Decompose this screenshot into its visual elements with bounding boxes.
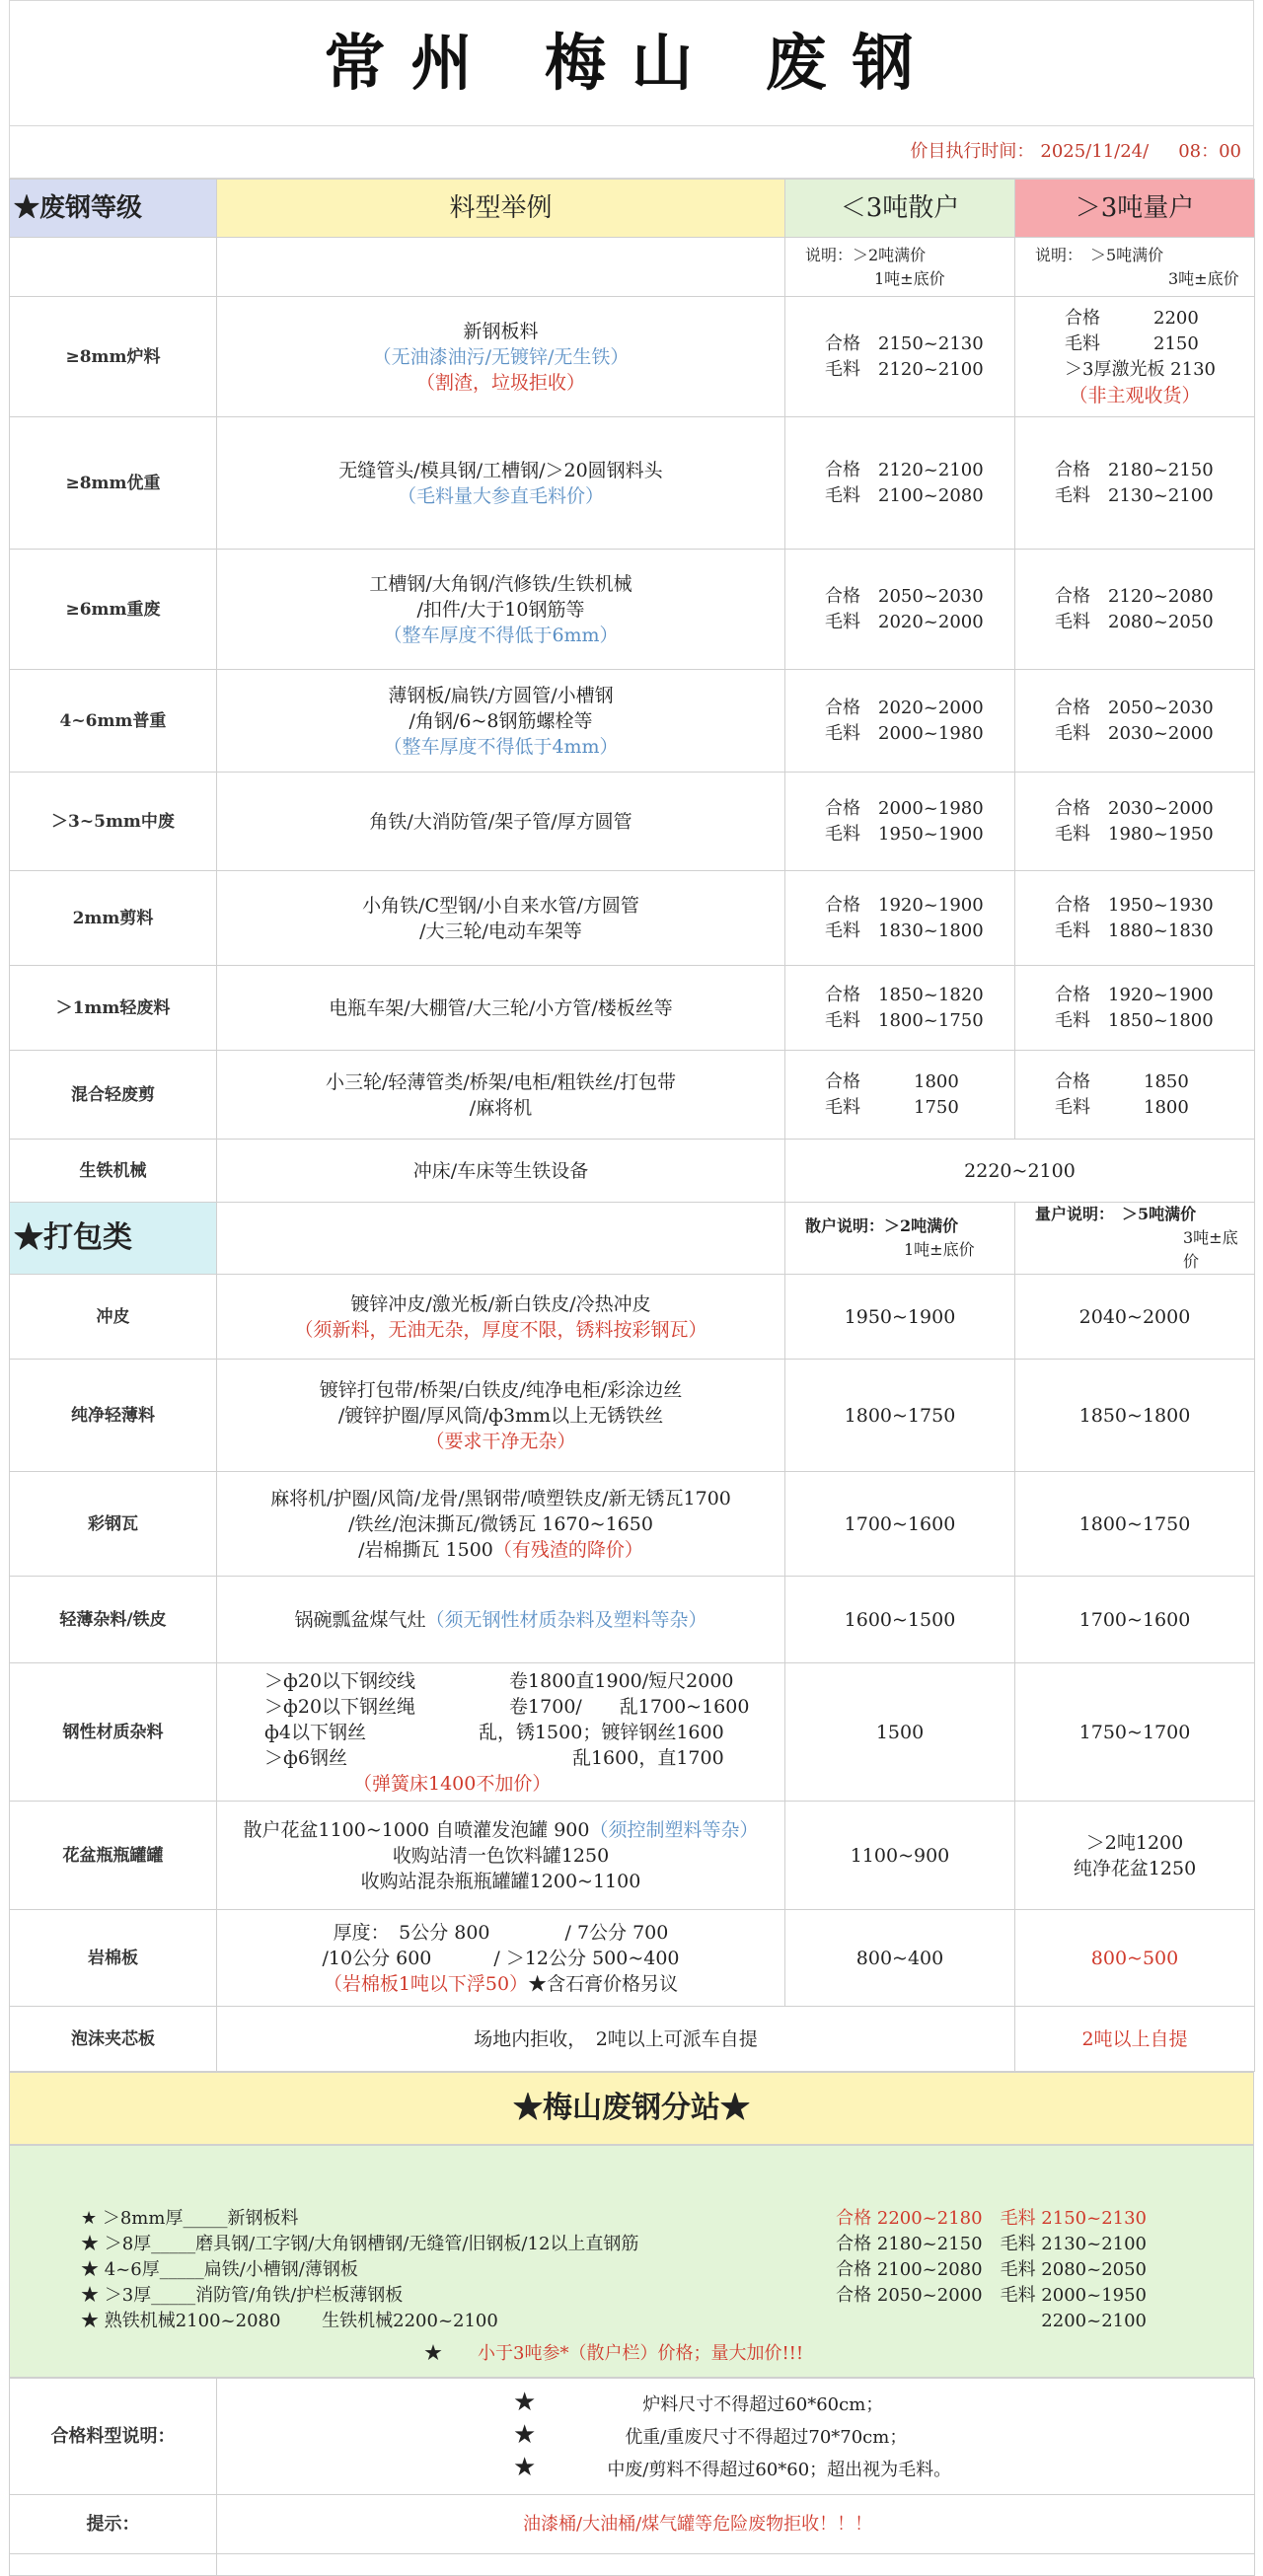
col-type-header: 料型举例	[217, 180, 785, 238]
table-row: 4~6mm普重 薄钢板/扁铁/方圆管/小槽钢 /角钢/6~8钢筋螺栓等 （整车厚度不得低于4mm） 合格 2020~2000 毛料 2000~1980 合格 2050~2030 毛料 2030~2000	[10, 670, 1255, 773]
table-row: 钢性材质杂料 ＞ф20以下钢绞线 卷1800直1900/短尺2000 ＞ф20以下钢丝绳 卷1700/ 乱1700~1600 ф4以下钢丝 乱，锈1500；镀锌钢丝1600 ＞ф6钢丝 乱1600，直1700 （弹簧床1400不加价） 1500 1750~1700	[10, 1663, 1255, 1802]
table-row: 混合轻废剪 小三轮/轻薄管类/桥架/电柜/粗铁丝/打包带 /麻将机 合格 1800 毛料 1750 合格 1850 毛料 1800	[10, 1051, 1255, 1140]
col-bulk-header: ＞3吨量户	[1015, 180, 1255, 238]
tip-text: 油漆桶/大油桶/煤气罐等危险废物拒收！！！	[217, 2495, 1255, 2554]
table-row: 2mm剪料 小角铁/C型钢/小自来水管/方圆管 /大三轮/电动车架等 合格 1920~1900 毛料 1830~1800 合格 1950~1930 毛料 1880~1830	[10, 871, 1255, 966]
table-row: 生铁机械 冲床/车床等生铁设备 2220~2100	[10, 1140, 1255, 1203]
time-clock: 08：00	[1178, 141, 1241, 162]
pack-header-row: ★打包类 散户说明：＞2吨满价 1吨±底价 量户说明： ＞5吨满价 3吨±底价	[10, 1203, 1255, 1275]
list-item: ★ ＞8mm厚_____新钢板料 合格 2200~2180 毛料 2150~2130	[81, 2208, 1147, 2229]
list-item: ★ 熟铁机械2100~2080 生铁机械2200~2100 2200~2100	[81, 2311, 1147, 2331]
price-sheet	[9, 0, 1254, 2576]
explain-row	[10, 238, 1255, 297]
spec-label: 合格料型说明：	[10, 2379, 217, 2495]
branch-notice: ★ 小于3吨参*（散户栏）价格；量大加价!!!	[424, 2343, 804, 2364]
time-date: 2025/11/24/	[1040, 141, 1150, 162]
table-row: ≥8mm炉料 新钢板料 （无油漆油污/无镀锌/无生铁） （割渣，垃圾拒收） 合格 2150~2130 毛料 2120~2100 合格 2200 毛料 2150 ＞3厚激光板 2130 （非主观收货）	[10, 297, 1255, 417]
table-row: ≥8mm优重 无缝管头/模具钢/工槽钢/＞20圆钢料头 （毛料量大参直毛料价） 合格 2120~2100 毛料 2100~2080 合格 2180~2150 毛料 2130~2100	[10, 417, 1255, 550]
steel-grade-table	[9, 179, 1255, 2072]
table-row: 轻薄杂料/铁皮 锅碗瓢盆煤气灶（须无钢性材质杂料及塑料等杂） 1600~1500 1700~1600	[10, 1577, 1255, 1663]
star-icon: ★	[513, 2453, 537, 2482]
effective-time	[9, 125, 1254, 179]
table-row: ＞3~5mm中废 角铁/大消防管/架子管/厚方圆管 合格 2000~1980 毛料 1950~1900 合格 2030~2000 毛料 1980~1950	[10, 773, 1255, 871]
list-item: ★ 4~6厚_____扁铁/小槽钢/薄钢板 合格 2100~2080 毛料 2080~2050	[81, 2259, 1147, 2280]
table-row: 泡沫夹芯板 场地内拒收， 2吨以上可派车自提 2吨以上自提	[10, 2007, 1255, 2072]
table-row: ≥6mm重废 工槽钢/大角钢/汽修铁/生铁机械 /扣件/大于10钢筋等 （整车厚度不得低于6mm） 合格 2050~2030 毛料 2020~2000 合格 2120~2080 毛料 2080~2050	[10, 550, 1255, 670]
branch-box	[9, 2145, 1254, 2378]
pack-title: ★打包类	[10, 1203, 217, 1275]
tip-label: 提示：	[10, 2495, 217, 2554]
star-icon: ★	[513, 2420, 537, 2450]
table-row: 纯净轻薄料 镀锌打包带/桥架/白铁皮/纯净电柜/彩涂边丝 /镀锌护圈/厚风筒/ф3mm以上无锈铁丝 （要求干净无杂） 1800~1750 1850~1800	[10, 1360, 1255, 1472]
retail-explain: 说明：＞2吨满价 1吨±底价	[785, 238, 1015, 297]
table-row: ＞1mm轻废料 电瓶车架/大棚管/大三轮/小方管/楼板丝等 合格 1850~1820 毛料 1800~1750 合格 1920~1900 毛料 1850~1800	[10, 966, 1255, 1051]
table-row: 岩棉板 厚度： 5公分 800 / 7公分 700 /10公分 600 / ＞12公分 500~400 （岩棉板1吨以下浮50）★含石膏价格另议 800~400 800~500	[10, 1910, 1255, 2007]
table-row: 冲皮 镀锌冲皮/激光板/新白铁皮/冷热冲皮 （须新料，无油无杂，厚度不限，锈料按彩钢瓦） 1950~1900 2040~2000	[10, 1275, 1255, 1360]
list-item: ★ ＞3厚_____消防管/角铁/护栏板薄钢板 合格 2050~2000 毛料 2000~1950	[81, 2285, 1147, 2306]
time-label: 价目执行时间：	[910, 141, 1035, 162]
table-row: 彩钢瓦 麻将机/护圈/风筒/龙骨/黑钢带/喷塑铁皮/新无锈瓦1700 /铁丝/泡沫撕瓦/微锈瓦 1670~1650 /岩棉撕瓦 1500（有残渣的降价） 1700~1600 1800~1750	[10, 1472, 1255, 1577]
table-row: 花盆瓶瓶罐罐 散户花盆1100~1000 自喷灌发泡罐 900（须控制塑料等杂） 收购站清一色饮料罐1250 收购站混杂瓶瓶罐罐1200~1100 1100~900 ＞2吨1200 纯净花盆1250	[10, 1802, 1255, 1910]
col-retail-header: ＜3吨散户	[785, 180, 1015, 238]
list-item: ★ ＞8厚_____磨具钢/工字钢/大角钢槽钢/无缝管/旧钢板/12以上直钢筋 合格 2180~2150 毛料 2130~2100	[81, 2234, 1147, 2254]
footer-table: 合格料型说明： ★ 炉料尺寸不得超过60*60cm； ★ 优重/重废尺寸不得超过70*70cm； ★ 中废/剪料不得超过60*60；超出视为毛料。 提示： 油漆桶/大油桶/煤气罐等危险废物拒收！！！	[9, 2378, 1255, 2576]
bulk-explain: 说明： ＞5吨满价 3吨±底价	[1015, 238, 1255, 297]
table-header-row	[10, 180, 1255, 238]
star-icon: ★	[513, 2388, 537, 2417]
col-grade-header: ★废钢等级	[10, 180, 217, 238]
page-title: 常州 梅山 废钢	[9, 0, 1254, 125]
branch-title: ★梅山废钢分站★	[9, 2072, 1254, 2145]
